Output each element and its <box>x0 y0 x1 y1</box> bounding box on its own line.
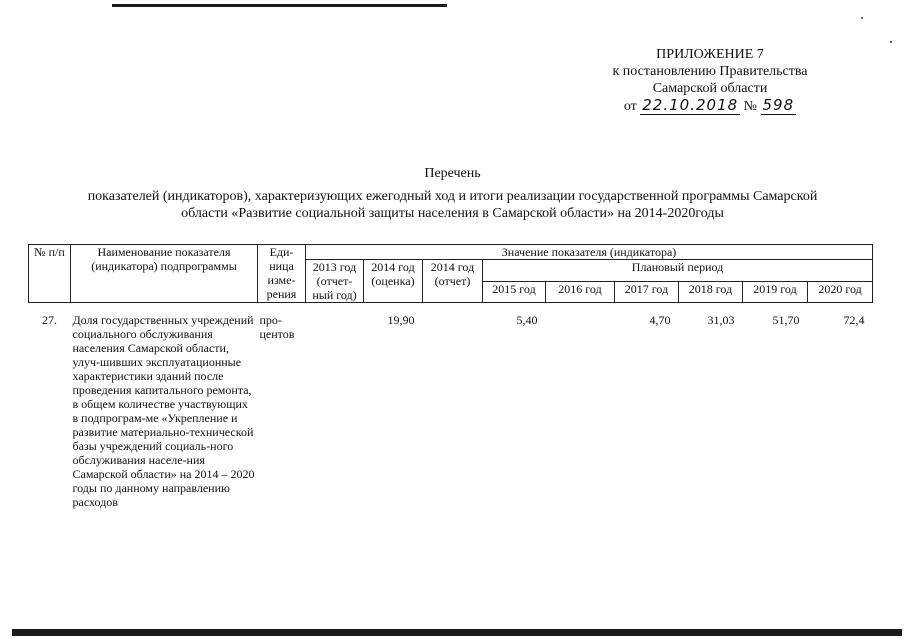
appendix-decree-line: к постановлению Правительства <box>612 64 808 79</box>
header-2014-report: 2014 год (отчет) <box>423 260 483 303</box>
date-prefix: от <box>623 99 637 114</box>
value-2018: 31,03 <box>707 312 735 327</box>
appendix-date-line <box>560 97 860 115</box>
row-num: 27. <box>42 312 57 327</box>
value-2017: 4,70 <box>649 312 671 327</box>
header-2014-estimate: 2014 год (оценка) <box>364 260 423 303</box>
header-num: № п/п <box>29 245 71 303</box>
row-unit: про- центов <box>259 312 295 341</box>
indicators-table <box>28 244 873 509</box>
scan-speck <box>861 17 863 19</box>
value-2014-estimate: 19,90 <box>387 312 415 327</box>
title-line-2: показателей (индикаторов), характеризующих ежегодный ход и итоги реализации государственной программы Самарской <box>87 189 818 204</box>
header-2017: 2017 год <box>615 281 679 303</box>
scan-bottom-line <box>12 629 902 636</box>
header-unit: Еди- ница изме- рения <box>258 245 306 303</box>
value-2019: 51,70 <box>772 312 800 327</box>
value-2014-report <box>423 313 483 509</box>
header-2016: 2016 год <box>546 281 615 303</box>
scan-top-line <box>112 4 447 7</box>
value-2015: 5,40 <box>516 312 538 327</box>
value-2016 <box>546 313 615 509</box>
appendix-title: ПРИЛОЖЕНИЕ 7 <box>656 47 764 62</box>
table-row <box>29 313 873 509</box>
header-2020: 2020 год <box>808 281 873 303</box>
value-2013 <box>306 313 364 509</box>
number-prefix: № <box>743 99 758 114</box>
title-line-3: области «Развитие социальной защиты населения в Самарской области» на 2014-2020годы <box>181 206 724 221</box>
title-word: Перечень <box>424 166 481 181</box>
header-2019: 2019 год <box>743 281 808 303</box>
scan-speck <box>890 41 892 43</box>
document-title <box>20 165 885 222</box>
appendix-region-line: Самарской области <box>652 81 768 96</box>
handwritten-date: 22.10.2018 <box>642 96 739 114</box>
appendix-block <box>560 46 860 115</box>
header-value: Значение показателя (индикатора) <box>306 245 873 260</box>
header-2015: 2015 год <box>483 281 546 303</box>
header-2013: 2013 год (отчет- ный год) <box>306 260 364 303</box>
header-name: Наименование показателя (индикатора) подпрограммы <box>71 245 258 303</box>
row-name: Доля государственных учреждений социального обслуживания населения Самарской области, улуч-шивших эксплуатационные характеристики зданий после проведения капитального ремонта, в общем количестве участвующих в подпрограм-ме «Укрепление и развитие материально-технической базы учреждений социаль-ного обслуживания населе-ния Самарской области» на 2014 – 2020 годы по данному направлению расходов <box>72 312 255 509</box>
header-2018: 2018 год <box>679 281 743 303</box>
handwritten-number: 598 <box>762 96 795 114</box>
header-plan-period: Плановый период <box>483 260 873 282</box>
value-2020: 72,4 <box>843 312 865 327</box>
